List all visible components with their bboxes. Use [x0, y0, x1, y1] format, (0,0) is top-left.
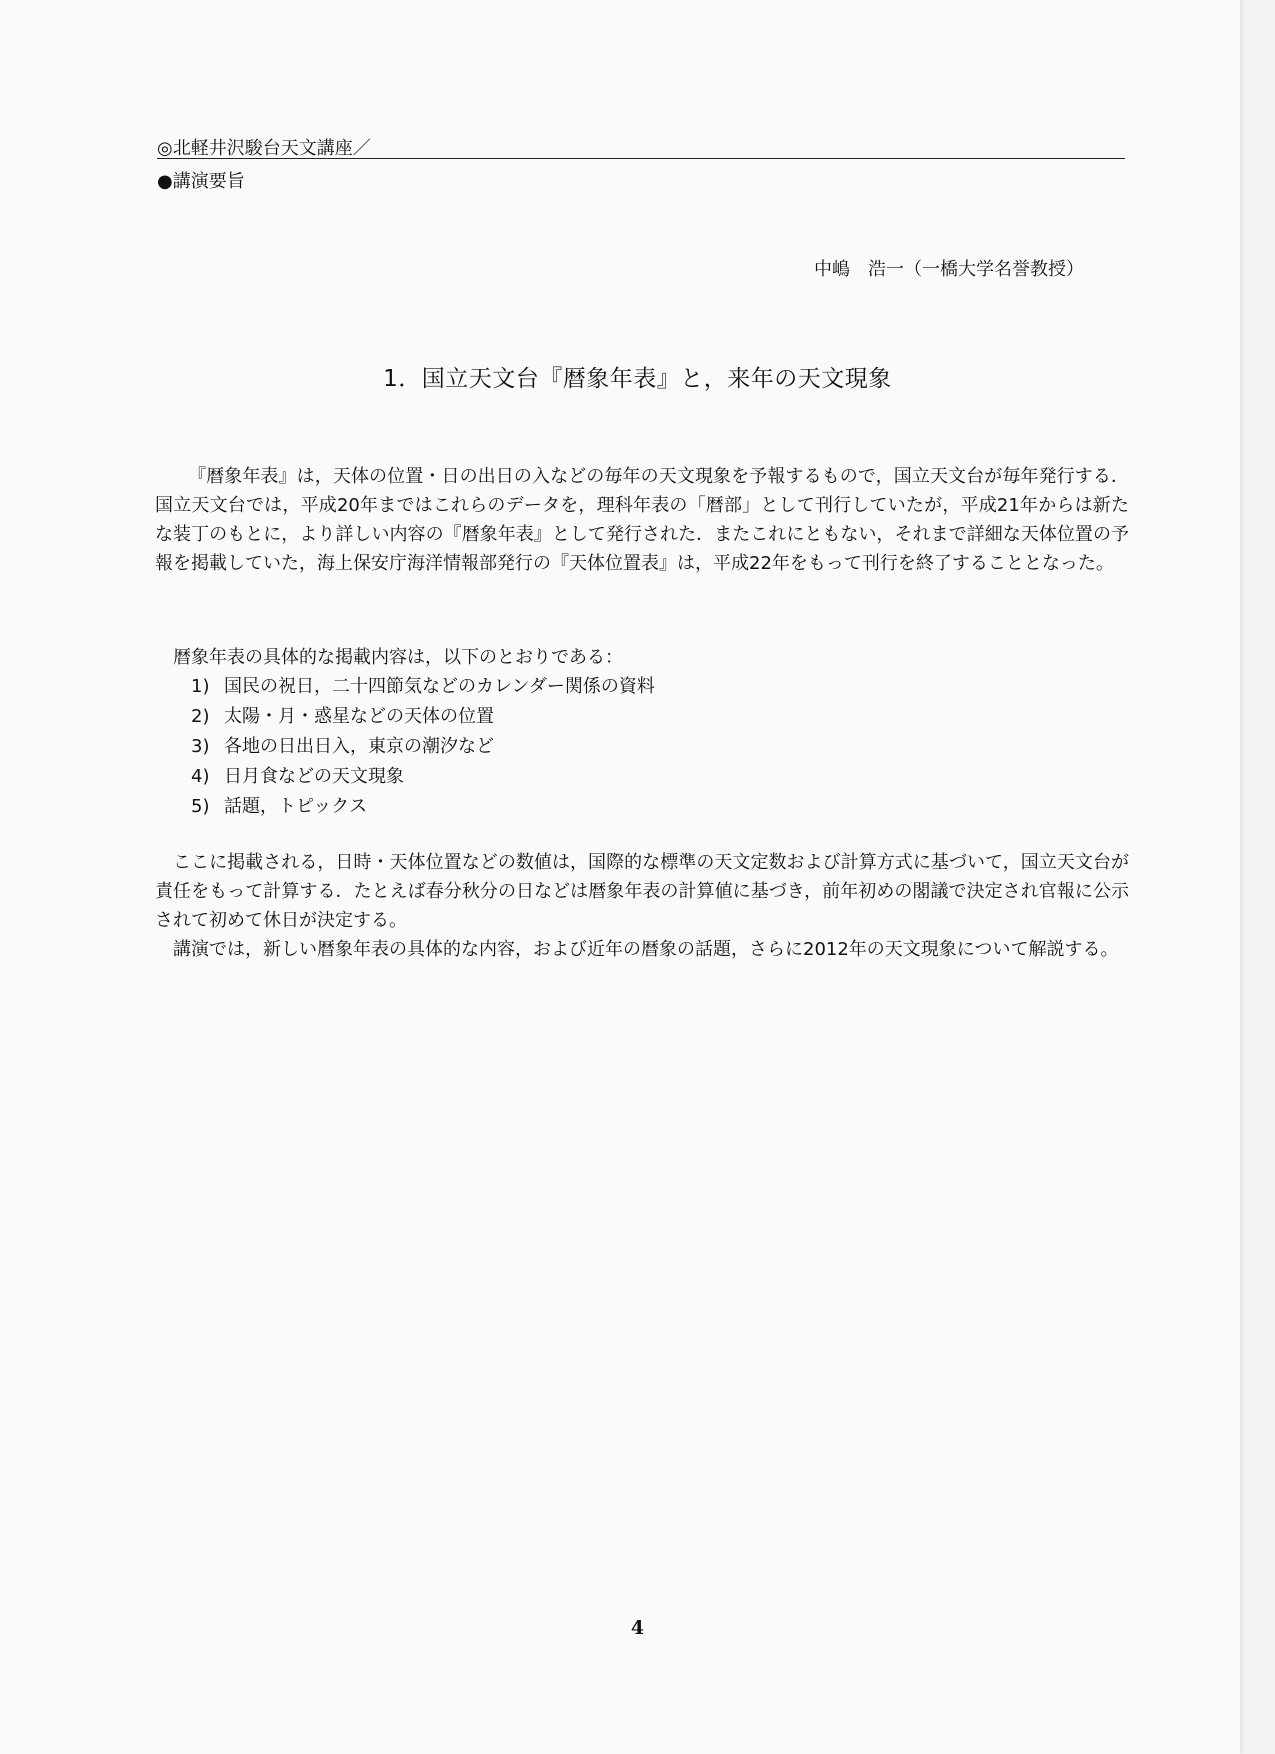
list-item-number: 1) [191, 676, 210, 697]
list-item-text: 太陽・月・惑星などの天体の位置 [224, 706, 494, 727]
list-item-number: 4) [191, 766, 210, 787]
list-item [191, 762, 655, 792]
list-item [191, 732, 655, 762]
list-item-number: 5) [191, 796, 210, 817]
author-line: 中嶋 浩一（一橋大学名誉教授） [814, 259, 1084, 280]
list-item [191, 792, 655, 822]
list-item-number: 3) [191, 736, 210, 757]
content-list [191, 672, 655, 822]
page-title: 1．国立天文台『暦象年表』と，来年の天文現象 [383, 366, 892, 392]
header-rule [157, 158, 1125, 159]
paragraph-calculation: ここに掲載される，日時・天体位置などの数値は，国際的な標準の天文定数および計算方式に基づいて，国立天文台が責任をもって計算する．たとえば春分秋分の日などは暦象年表の計算値に基づき，前年初めの閣議で決定され官報に公示されて初めて休日が決定する。 [155, 852, 1129, 931]
page-number: 4 [630, 1617, 645, 1639]
list-item-text: 日月食などの天文現象 [224, 766, 404, 787]
list-item-number: 2) [191, 706, 210, 727]
list-intro: 暦象年表の具体的な掲載内容は，以下のとおりである： [173, 647, 623, 668]
list-item [191, 702, 655, 732]
section-label: ●講演要旨 [157, 171, 245, 192]
list-item-text: 国民の祝日，二十四節気などのカレンダー関係の資料 [224, 676, 655, 697]
paragraph-lecture: 講演では，新しい暦象年表の具体的な内容，および近年の暦象の話題，さらに2012年の天文現象について解説する。 [173, 939, 1119, 960]
list-item-text: 話題，トピックス [224, 796, 368, 817]
list-item-text: 各地の日出日入，東京の潮汐など [224, 736, 494, 757]
list-item [191, 672, 655, 702]
paragraph-intro: 『暦象年表』は，天体の位置・日の出日の入などの毎年の天文現象を予報するもので，国立天文台が毎年発行する．国立天文台では，平成20年まではこれらのデータを，理科年表の「暦部」として刊行していたが，平成21年からは新たな装丁のもとに，より詳しい内容の『暦象年表』として発行された．またこれにともない，それまで詳細な天体位置の予報を掲載していた，海上保安庁海洋情報部発行の『天体位置表』は，平成22年をもって刊行を終了することとなった。 [155, 466, 1129, 574]
lecture-series-header: ◎北軽井沢駿台天文講座／ [157, 138, 371, 159]
